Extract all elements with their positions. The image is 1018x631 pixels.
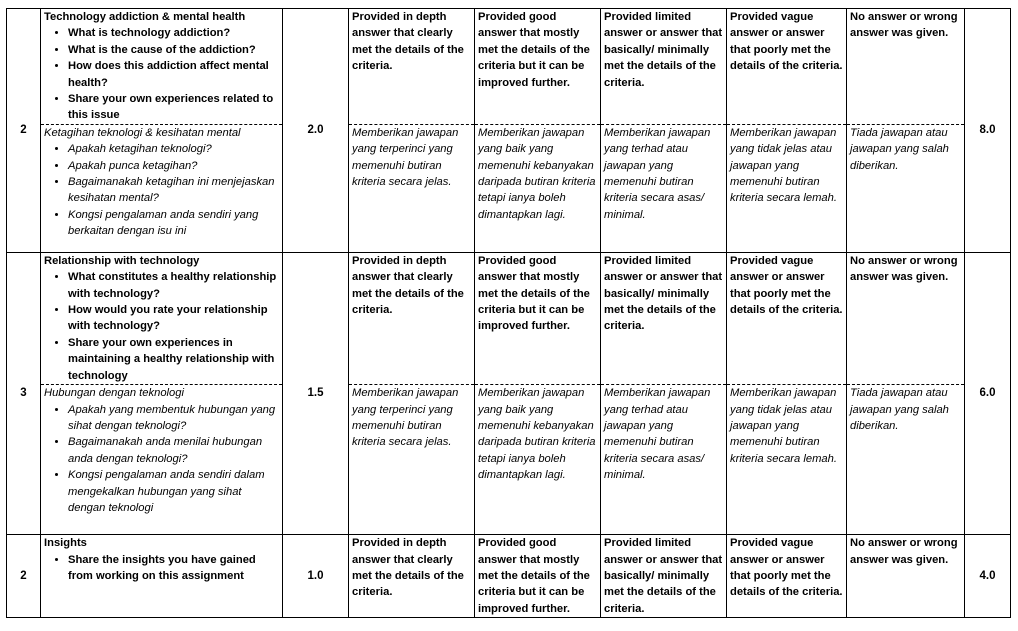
rubric-row-2-en	[7, 252, 1011, 384]
topic-point: • Share the insights you have gained from working on this assignment	[68, 552, 279, 585]
topic-point: • What constitutes a healthy relationship with technology?	[68, 269, 279, 302]
criteria-vague-bm: Memberikan jawapan yang tidak jelas atau jawapan yang memenuhi butiran kriteria secara lemah.	[727, 385, 847, 535]
criteria-none-en: No answer or wrong answer was given.	[847, 9, 965, 125]
criteria-excellent-bm: Memberikan jawapan yang terperinci yang memenuhi butiran kriteria secara jelas.	[349, 124, 475, 252]
criteria-vague-en: Provided vague answer or answer that poorly met the details of the criteria.	[727, 535, 847, 618]
criteria-excellent-en: Provided in depth answer that clearly met the details of the criteria.	[349, 252, 475, 384]
topic-title-en: Technology addiction & mental health	[44, 11, 246, 23]
topic-points-en	[44, 552, 279, 585]
criteria-limited-en: Provided limited answer or answer that basically/ minimally met the details of the criteria.	[601, 252, 727, 384]
topic-point: • Bagaimanakah ketagihan ini menjejaskan kesihatan mental?	[68, 174, 279, 207]
topic-point: • Kongsi pengalaman anda sendiri dalam mengekalkan hubungan yang sihat dengan teknologi	[68, 467, 279, 516]
total-score: 8.0	[965, 9, 1011, 253]
criteria-none-bm: Tiada jawapan atau jawapan yang salah diberikan.	[847, 385, 965, 535]
topic-point: • Apakah punca ketagihan?	[68, 158, 279, 174]
rubric-table	[6, 8, 1011, 618]
criteria-good-bm: Memberikan jawapan yang baik yang memenuhi kebanyakan daripada butiran kriteria tetapi ianya boleh dimantapkan lagi.	[475, 124, 601, 252]
rubric-row-3	[7, 535, 1011, 618]
criteria-vague-bm: Memberikan jawapan yang tidak jelas atau jawapan yang memenuhi butiran kriteria secara lemah.	[727, 124, 847, 252]
criteria-vague-en: Provided vague answer or answer that poorly met the details of the criteria.	[727, 9, 847, 125]
topic-en	[41, 535, 283, 618]
topic-title-bm: Hubungan dengan teknologi	[44, 387, 184, 400]
criteria-good-bm: Memberikan jawapan yang baik yang memenuhi kebanyakan daripada butiran kriteria tetapi ianya boleh dimantapkan lagi.	[475, 385, 601, 535]
topic-points-bm	[44, 402, 279, 517]
topic-points-en	[44, 269, 279, 384]
row-number: 2	[7, 9, 41, 253]
weight: 1.5	[283, 252, 349, 534]
topic-point: • Apakah ketagihan teknologi?	[68, 141, 279, 157]
criteria-limited-en: Provided limited answer or answer that basically/ minimally met the details of the criteria.	[601, 535, 727, 618]
topic-en	[41, 252, 283, 384]
topic-point: • Apakah yang membentuk hubungan yang sihat dengan teknologi?	[68, 402, 279, 435]
rubric-table-container	[6, 8, 1010, 618]
topic-points-bm	[44, 141, 279, 239]
topic-point: • Share your own experiences related to this issue	[68, 91, 279, 124]
topic-point: • Kongsi pengalaman anda sendiri yang berkaitan dengan isu ini	[68, 207, 279, 240]
weight: 1.0	[283, 535, 349, 618]
row-number: 2	[7, 535, 41, 618]
total-score: 4.0	[965, 535, 1011, 618]
topic-title-en: Relationship with technology	[44, 254, 200, 267]
criteria-good-en: Provided good answer that mostly met the details of the criteria but it can be improved further.	[475, 535, 601, 618]
weight: 2.0	[283, 9, 349, 253]
criteria-excellent-en: Provided in depth answer that clearly met the details of the criteria.	[349, 9, 475, 125]
topic-point: • What is technology addiction?	[68, 25, 279, 41]
criteria-excellent-bm: Memberikan jawapan yang terperinci yang memenuhi butiran kriteria secara jelas.	[349, 385, 475, 535]
topic-point: • Bagaimanakah anda menilai hubungan anda dengan teknologi?	[68, 434, 279, 467]
criteria-vague-en: Provided vague answer or answer that poorly met the details of the criteria.	[727, 252, 847, 384]
criteria-limited-en: Provided limited answer or answer that basically/ minimally met the details of the criteria.	[601, 9, 727, 125]
topic-title-bm: Ketagihan teknologi & kesihatan mental	[44, 126, 241, 139]
criteria-good-en: Provided good answer that mostly met the details of the criteria but it can be improved further.	[475, 9, 601, 125]
topic-bm	[41, 385, 283, 535]
topic-point: • Share your own experiences in maintaining a healthy relationship with technology	[68, 335, 279, 384]
criteria-limited-bm: Memberikan jawapan yang terhad atau jawapan yang memenuhi butiran kriteria secara asas/ minimal.	[601, 385, 727, 535]
criteria-excellent-en: Provided in depth answer that clearly met the details of the criteria.	[349, 535, 475, 618]
rubric-row-2-bm	[7, 385, 1011, 535]
topic-points-en	[44, 25, 279, 123]
criteria-none-en: No answer or wrong answer was given.	[847, 535, 965, 618]
criteria-good-en: Provided good answer that mostly met the details of the criteria but it can be improved further.	[475, 252, 601, 384]
topic-point: • How would you rate your relationship with technology?	[68, 302, 279, 335]
total-score: 6.0	[965, 252, 1011, 534]
criteria-none-en: No answer or wrong answer was given.	[847, 252, 965, 384]
topic-point: • How does this addiction affect mental health?	[68, 58, 279, 91]
criteria-limited-bm: Memberikan jawapan yang terhad atau jawapan yang memenuhi butiran kriteria secara asas/ minimal.	[601, 124, 727, 252]
topic-title-en: Insights	[44, 537, 87, 550]
criteria-none-bm: Tiada jawapan atau jawapan yang salah diberikan.	[847, 124, 965, 252]
row-number: 3	[7, 252, 41, 534]
topic-point: • What is the cause of the addiction?	[68, 42, 279, 58]
rubric-row-1-bm	[7, 124, 1011, 252]
topic-en	[41, 9, 283, 125]
topic-bm	[41, 124, 283, 252]
rubric-row-1-en	[7, 9, 1011, 125]
